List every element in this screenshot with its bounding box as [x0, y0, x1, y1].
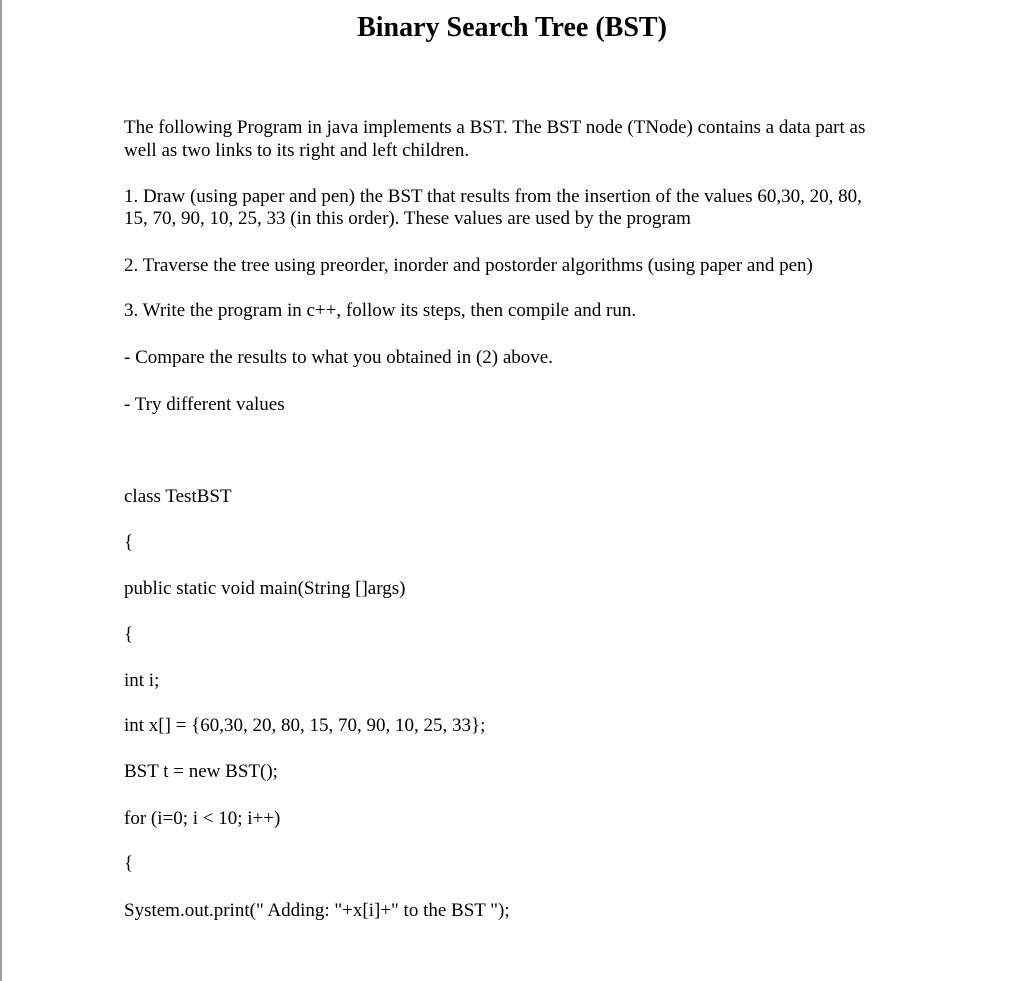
- code-line: BST t = new BST();: [124, 761, 278, 782]
- code-line: System.out.print(" Adding: "+x[i]+" to the BST ");: [124, 900, 510, 921]
- code-line: for (i=0; i < 10; i++): [124, 808, 281, 829]
- intro-line-1: The following Program in java implements a BST. The BST node (TNode) contains a data part as: [124, 117, 866, 138]
- code-line: {: [124, 624, 134, 645]
- code-line: int x[] = {60,30, 20, 80, 15, 70, 90, 10, 25, 33};: [124, 715, 486, 736]
- page-title: Binary Search Tree (BST): [357, 12, 667, 43]
- code-line: public static void main(String []args): [124, 578, 406, 599]
- code-line: {: [124, 853, 134, 874]
- step-1-line-2: 15, 70, 90, 10, 25, 33 (in this order). These values are used by the program: [124, 208, 691, 229]
- intro-line-2: well as two links to its right and left children.: [124, 140, 470, 161]
- try-instruction: - Try different values: [124, 394, 285, 415]
- code-line: {: [124, 532, 134, 553]
- page-edge: [0, 0, 2, 981]
- compare-instruction: - Compare the results to what you obtained in (2) above.: [124, 347, 553, 368]
- step-1-line-1: 1. Draw (using paper and pen) the BST that results from the insertion of the values 60,30, 20, 80,: [124, 186, 862, 207]
- code-line: class TestBST: [124, 486, 232, 507]
- code-line: int i;: [124, 670, 160, 691]
- step-2: 2. Traverse the tree using preorder, inorder and postorder algorithms (using paper and pen): [124, 255, 813, 276]
- step-3: 3. Write the program in c++, follow its steps, then compile and run.: [124, 300, 637, 321]
